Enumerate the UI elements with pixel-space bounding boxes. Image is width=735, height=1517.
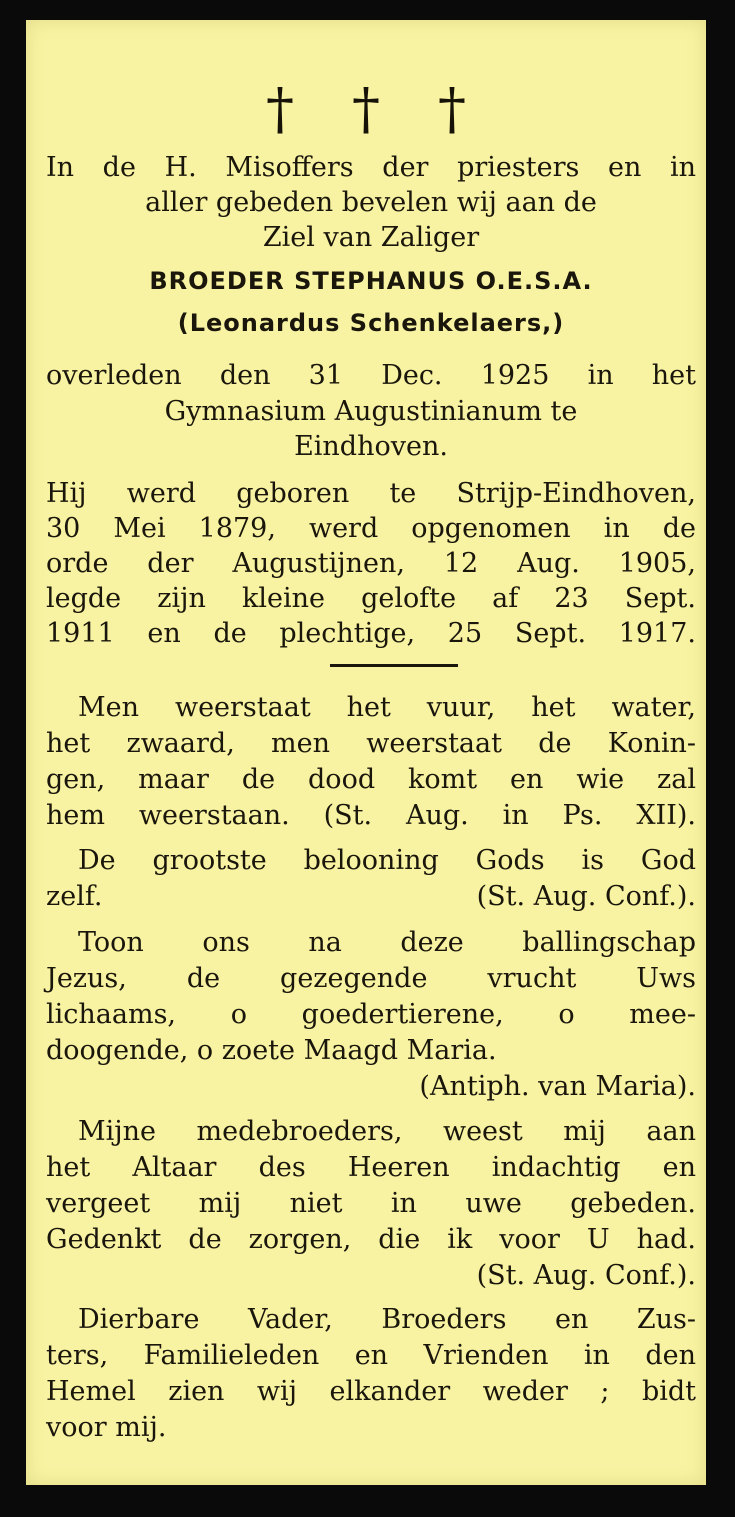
quote-line: voor mij. xyxy=(46,1412,167,1443)
quote-line: Jezus, de gezegende vrucht Uws xyxy=(46,963,696,994)
quote-line: vergeet mij niet in uwe gebeden. xyxy=(46,1188,696,1219)
quote-line: Gedenkt de zorgen, die ik voor U had. xyxy=(46,1224,696,1255)
quote-source: (St. Aug. Conf.). xyxy=(476,881,696,912)
quote-line: het zwaard, men weerstaat de Konin- xyxy=(46,728,696,759)
death-line: Gymnasium Augustinianum te xyxy=(164,396,578,427)
cross-icon: † xyxy=(266,77,294,142)
quote-line: Mijne medebroeders, weest mij aan xyxy=(78,1116,696,1147)
quote-line: lichaams, o goedertierene, o mee- xyxy=(46,999,696,1030)
divider xyxy=(330,664,458,667)
quote-line: gen, maar de dood komt en wie zal xyxy=(46,764,696,795)
memorial-card xyxy=(26,20,706,1485)
quote-source: (St. Aug. Conf.). xyxy=(476,1260,696,1291)
quote-line: doogende, o zoete Maagd Maria. xyxy=(46,1035,497,1066)
quote-line: De grootste belooning Gods is God xyxy=(78,845,696,876)
quote-line: hem weerstaan. (St. Aug. in Ps. XII). xyxy=(46,800,696,831)
cross-icon: † xyxy=(352,77,380,142)
crosses xyxy=(26,77,706,142)
death-line: Eindhoven. xyxy=(294,431,448,462)
quote-source: (Antiph. van Maria). xyxy=(419,1071,696,1102)
deceased-name: BROEDER STEPHANUS O.E.S.A. xyxy=(149,267,593,295)
biography-line: 30 Mei 1879, werd opgenomen in de xyxy=(46,513,696,544)
biography-line: orde der Augustijnen, 12 Aug. 1905, xyxy=(46,548,696,579)
biography-line: Hij werd geboren te Strijp-Eindhoven, xyxy=(46,478,696,509)
quote-line: zelf. xyxy=(46,881,103,912)
intro-line: Ziel van Zaliger xyxy=(262,222,480,253)
quote-line: ters, Familieleden en Vrienden in den xyxy=(46,1340,696,1371)
intro-line: In de H. Misoffers der priesters en in xyxy=(46,152,696,183)
quote-line: Dierbare Vader, Broeders en Zus- xyxy=(78,1304,696,1335)
civil-name: (Leonardus Schenkelaers,) xyxy=(177,309,565,337)
death-line: overleden den 31 Dec. 1925 in het xyxy=(46,360,696,391)
quote-line: Hemel zien wij elkander weder ; bidt xyxy=(46,1376,696,1407)
cross-icon: † xyxy=(438,77,466,142)
quote-line: Men weerstaat het vuur, het water, xyxy=(78,692,696,723)
intro-line: aller gebeden bevelen wij aan de xyxy=(145,187,597,218)
biography-line: legde zijn kleine gelofte af 23 Sept. xyxy=(46,583,696,614)
biography-line: 1911 en de plechtige, 25 Sept. 1917. xyxy=(46,618,696,649)
quote-line: Toon ons na deze ballingschap xyxy=(78,927,696,958)
quote-line: het Altaar des Heeren indachtig en xyxy=(46,1152,696,1183)
